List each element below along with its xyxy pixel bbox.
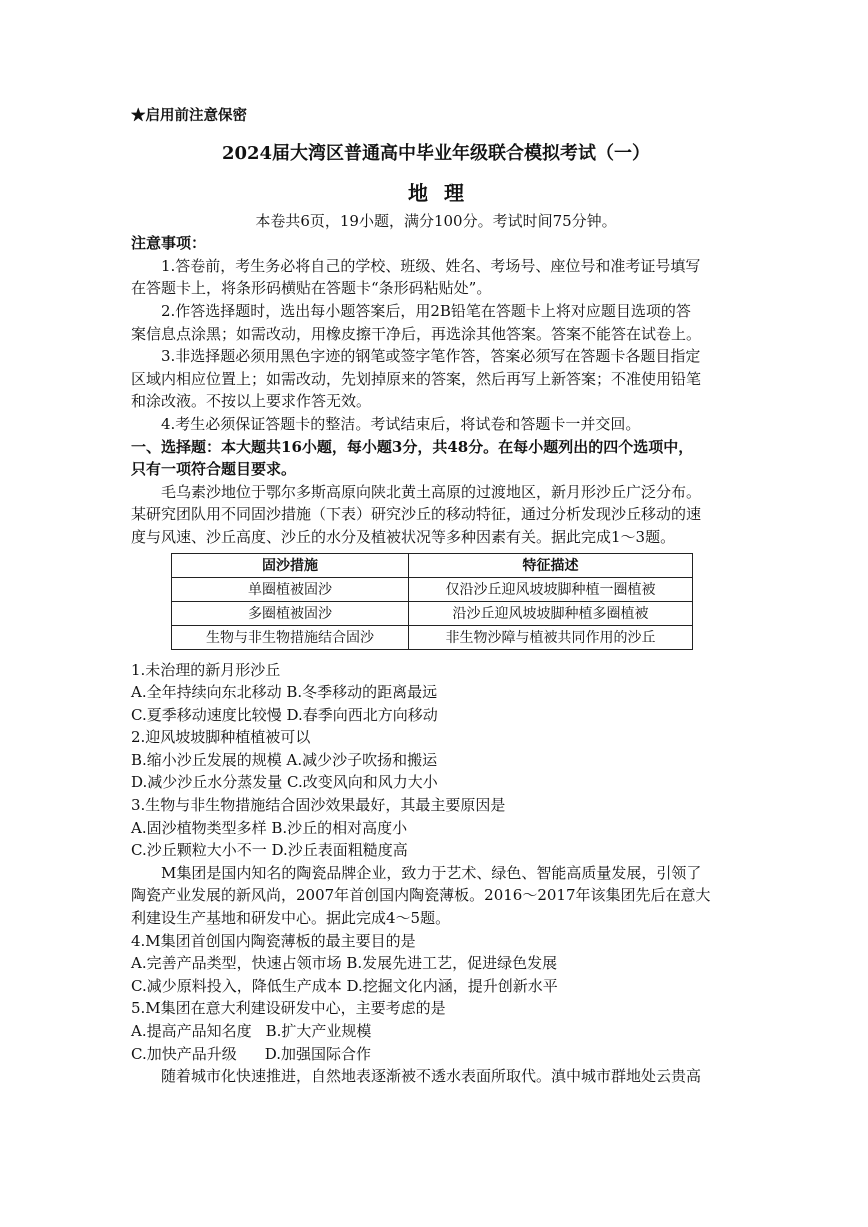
table-cell-description: 非生物沙障与植被共同作用的沙丘 bbox=[409, 625, 693, 649]
question-3-options-1: A.固沙植物类型多样 B.沙丘的相对高度小 bbox=[131, 818, 408, 837]
table-cell-measure: 生物与非生物措施结合固沙 bbox=[172, 625, 409, 649]
notice-item-2-line-1: 2.作答选择题时，选出每小题答案后，用2B铅笔在答题卡上将对应题目选项的答 bbox=[161, 301, 691, 320]
passage-1-line-3: 度与风速、沙丘高度、沙丘的水分及植被状况等多种因素有关。据此完成1～3题。 bbox=[131, 527, 676, 546]
table-header-description: 特征描述 bbox=[409, 553, 693, 577]
notice-item-3-line-3: 和涂改液。不按以上要求作答无效。 bbox=[131, 392, 372, 411]
notice-item-1-line-1: 1.答卷前，考生务必将自己的学校、班级、姓名、考场号、座位号和准考证号填写 bbox=[161, 256, 701, 275]
section-heading-line-2: 只有一项符合题目要求。 bbox=[131, 460, 297, 479]
table-cell-description: 沿沙丘迎风坡坡脚种植多圈植被 bbox=[409, 601, 693, 625]
question-2-options-1: B.缩小沙丘发展的规模 A.减少沙子吹扬和搬运 bbox=[131, 750, 438, 769]
notice-item-2-line-2: 案信息点涂黑；如需改动，用橡皮擦干净后，再选涂其他答案。答案不能答在试卷上。 bbox=[131, 324, 702, 343]
question-1-options-2: C.夏季移动速度比较慢 D.春季向西北方向移动 bbox=[131, 705, 438, 724]
table-cell-description: 仅沿沙丘迎风坡坡脚种植一圈植被 bbox=[409, 577, 693, 601]
question-5-options-2 bbox=[131, 1043, 741, 1066]
notice-item-3-line-1: 3.非选择题必须用黑色字迹的钢笔或签字笔作答，答案必须写在答题卡各题目指定 bbox=[161, 347, 701, 366]
passage-3-line-1: 随着城市化快速推进，自然地表逐渐被不透水表面所取代。滇中城市群地处云贵高 bbox=[161, 1067, 702, 1086]
question-4-options-2: C.减少原料投入，降低生产成本 D.挖掘文化内涵，提升创新水平 bbox=[131, 976, 558, 995]
option-b: B.扩大产业规模 bbox=[265, 1022, 372, 1040]
exam-info: 本卷共6页，19小题，满分100分。考试时间75分钟。 bbox=[255, 211, 617, 230]
passage-1-line-1: 毛乌素沙地位于鄂尔多斯高原向陕北黄土高原的过渡地区，新月形沙丘广泛分布。 bbox=[161, 482, 702, 501]
passage-2-line-3: 利建设生产基地和研发中心。据此完成4～5题。 bbox=[131, 909, 451, 928]
table-header-row bbox=[172, 553, 693, 577]
passage-1-line-2: 某研究团队用不同固沙措施（下表）研究沙丘的移动特征，通过分析发现沙丘移动的速 bbox=[131, 505, 702, 524]
exam-page bbox=[131, 100, 741, 1088]
table-row bbox=[172, 577, 693, 601]
option-c: C.加快产品升级 bbox=[131, 1044, 237, 1063]
question-2-options-2: D.减少沙丘水分蒸发量 C.改变风向和风力大小 bbox=[131, 773, 438, 792]
table-row bbox=[172, 625, 693, 649]
notice-heading: 注意事项： bbox=[131, 234, 207, 253]
notice-item-4: 4.考生必须保证答题卡的整洁。考试结束后，将试卷和答题卡一并交回。 bbox=[161, 414, 641, 433]
question-5-stem: 5.M集团在意大利建设研发中心，主要考虑的是 bbox=[131, 999, 446, 1018]
passage-2-line-2: 陶瓷产业发展的新风尚，2007年首创国内陶瓷薄板。2016～2017年该集团先后在意大 bbox=[131, 886, 711, 905]
sand-fixation-table bbox=[171, 553, 693, 650]
subject-title: 地理 bbox=[408, 180, 480, 205]
notice-block bbox=[131, 232, 741, 435]
option-d: D.加强国际合作 bbox=[264, 1044, 371, 1063]
section-heading-line-1: 一、选择题：本大题共16小题，每小题3分，共48分。在每小题列出的四个选项中， bbox=[131, 437, 694, 456]
question-3-stem: 3.生物与非生物措施结合固沙效果最好，其最主要原因是 bbox=[131, 796, 506, 815]
question-4-stem: 4.M集团首创国内陶瓷薄板的最主要目的是 bbox=[131, 931, 416, 950]
table-cell-measure: 单圈植被固沙 bbox=[172, 577, 409, 601]
option-a: A.提高产品知名度 bbox=[131, 1022, 252, 1040]
question-2-stem: 2.迎风坡坡脚种植植被可以 bbox=[131, 728, 311, 747]
confidential-notice: ★启用前注意保密 bbox=[131, 107, 247, 124]
question-4-options-1: A.完善产品类型，快速占领市场 B.发展先进工艺，促进绿色发展 bbox=[131, 954, 558, 973]
question-3-options-2: C.沙丘颗粒大小不一 D.沙丘表面粗糙度高 bbox=[131, 841, 408, 860]
table-row bbox=[172, 601, 693, 625]
question-1-stem: 1.未治理的新月形沙丘 bbox=[131, 660, 281, 679]
passage-2-line-1: M集团是国内知名的陶瓷品牌企业，致力于艺术、绿色、智能高质量发展，引领了 bbox=[161, 863, 702, 882]
exam-title: 2024届大湾区普通高中毕业年级联合模拟考试（一） bbox=[221, 142, 651, 164]
notice-item-1-line-2: 在答题卡上，将条形码横贴在答题卡“条形码粘贴处”。 bbox=[131, 279, 492, 298]
question-5-options-1 bbox=[131, 1020, 741, 1043]
question-1-options-1: A.全年持续向东北移动 B.冬季移动的距离最远 bbox=[131, 683, 438, 702]
table-cell-measure: 多圈植被固沙 bbox=[172, 601, 409, 625]
table-header-measure: 固沙措施 bbox=[172, 553, 409, 577]
notice-item-3-line-2: 区域内相应位置上；如需改动，先划掉原来的答案，然后再写上新答案；不准使用铅笔 bbox=[131, 369, 702, 388]
